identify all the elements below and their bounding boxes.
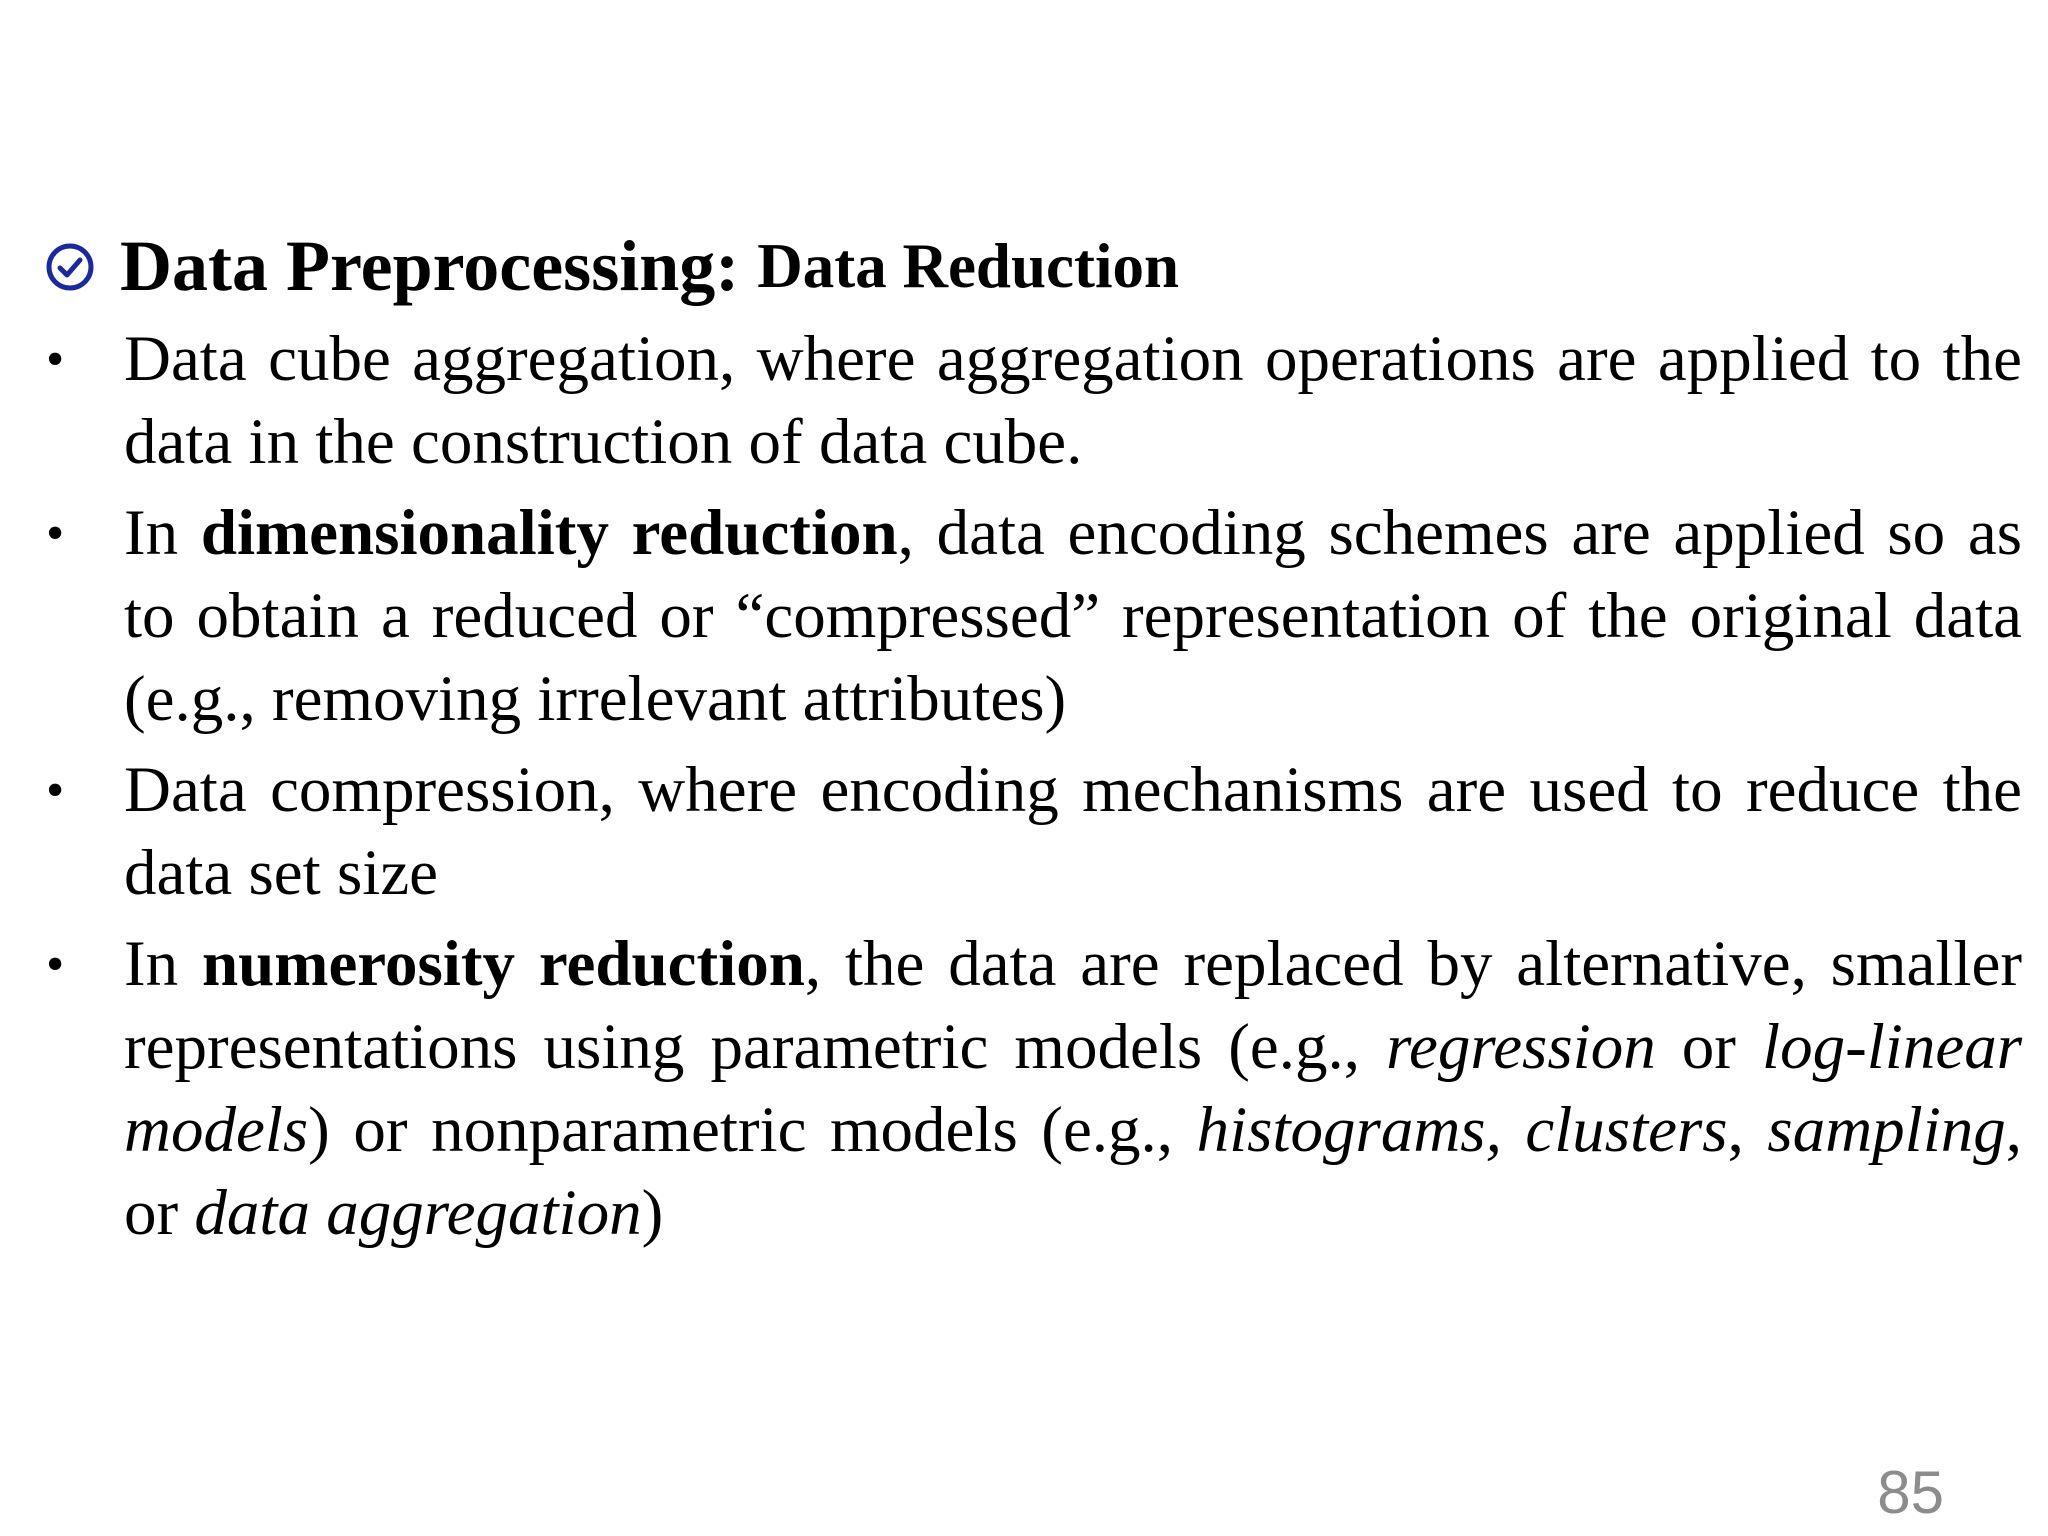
italic-term: regression xyxy=(1386,1011,1656,1083)
bullet-text: ) or nonparametric models (e.g., xyxy=(308,1094,1197,1166)
italic-term: log-linear models xyxy=(124,1011,2022,1166)
bullet-text: , data encoding schemes are applied so as to obtain a reduced or “compressed” representation of the original data (e.g., removing irrelevant attributes) xyxy=(124,497,2022,735)
check-circle-icon xyxy=(44,241,96,293)
bullet-prefix: In xyxy=(124,497,201,569)
bullet-dot: • xyxy=(46,936,65,993)
bullet-text: ) xyxy=(641,1177,664,1249)
bullet-list xyxy=(44,318,2022,1263)
bullet-prefix: In xyxy=(124,928,202,1000)
bullet-text: , xyxy=(1727,1094,1768,1166)
bullet-text: Data cube aggregation, where aggregation operations are applied to the data in the construction of data cube. xyxy=(124,323,2022,478)
italic-term: histograms, clusters xyxy=(1196,1094,1728,1166)
bullet-item xyxy=(44,318,2022,484)
bullet-dot: • xyxy=(46,762,65,819)
bullet-item xyxy=(44,923,2022,1255)
bullet-text: or xyxy=(1655,1011,1763,1083)
bullet-bold-term: dimensionality reduction xyxy=(200,497,898,569)
bullet-item xyxy=(44,749,2022,915)
italic-term: data aggregation xyxy=(194,1177,642,1249)
bullet-item xyxy=(44,492,2022,741)
italic-term: sampling xyxy=(1767,1094,2006,1166)
page-number: 85 xyxy=(1877,1459,1944,1526)
bullet-dot: • xyxy=(46,331,65,388)
bullet-bold-term: numerosity reduction xyxy=(202,928,805,1000)
bullet-text: Data compression, where encoding mechanisms are used to reduce the data set size xyxy=(124,754,2022,909)
heading-sub: Data Reduction xyxy=(757,231,1179,301)
bullet-dot: • xyxy=(46,505,65,562)
slide-heading xyxy=(44,225,1179,308)
bullet-text: , the data are replaced by alternative, smaller representations using parametric models (e.g., xyxy=(124,928,2022,1083)
heading-main: Data Preprocessing: xyxy=(120,226,740,306)
bullet-text: , or xyxy=(124,1094,2023,1249)
